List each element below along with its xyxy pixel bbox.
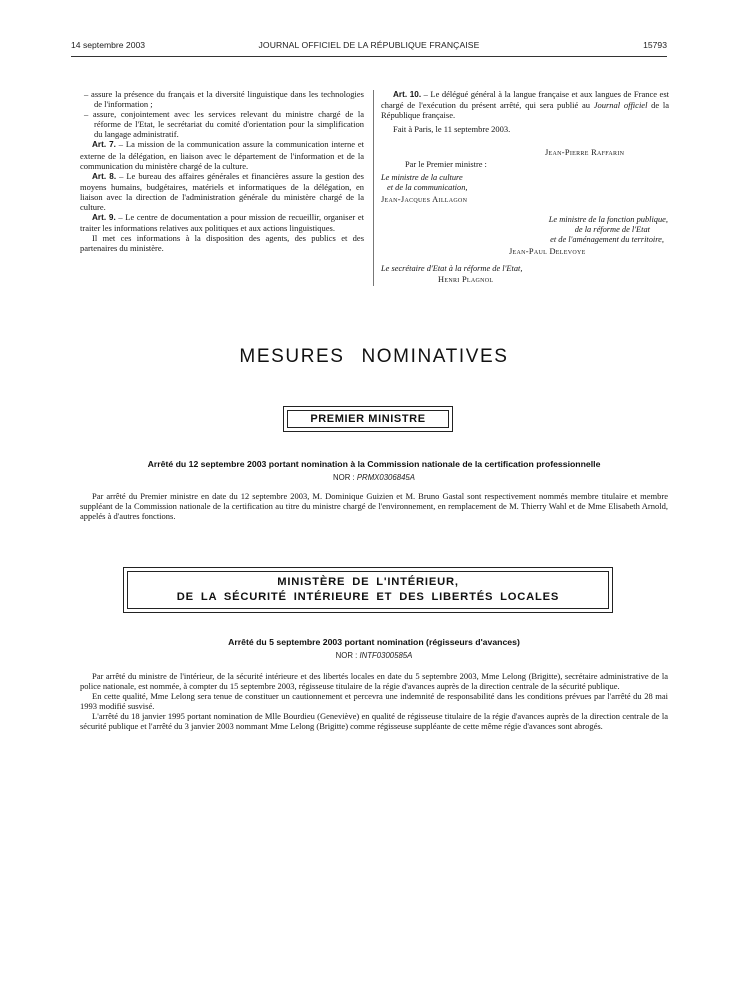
minister-fonction-title xyxy=(549,215,668,246)
arrete-title-pm: Arrêté du 12 septembre 2003 portant nomination à la Commission nationale de la certification professionnelle xyxy=(147,459,601,469)
article-8-text: – Le bureau des affaires générales et financières assure la gestion des moyens humains, budgétaires, matériels et informatiques de la délégation, en liaison avec la direction de l'administration générale du ministère chargé de la culture. xyxy=(80,170,364,213)
nor-code: PRMX0306845A xyxy=(356,473,415,482)
bullet-item: – assure la présence du français et la diversité linguistique dans les technologies de l'information ; xyxy=(84,89,364,110)
header-journal-title: JOURNAL OFFICIEL DE LA RÉPUBLIQUE FRANÇAISE xyxy=(258,40,480,50)
article-9-paragraph-2: Il met ces informations à la disposition des agents, des publics et des partenaires du ministère. xyxy=(80,233,364,254)
minister-culture-title xyxy=(381,173,467,193)
ministere-line-2: DE LA SÉCURITÉ INTÉRIEURE ET DES LIBERTÉS LOCALES xyxy=(176,591,560,603)
article-10 xyxy=(381,89,669,120)
header-page-number: 15793 xyxy=(643,40,667,50)
header-rule xyxy=(71,56,667,57)
article-7 xyxy=(80,139,364,170)
nor-interieur xyxy=(0,651,748,660)
nor-code: INTF0300585A xyxy=(359,651,413,660)
signature-culture xyxy=(381,195,467,205)
secretaire-etat-title: Le secrétaire d'Etat à la réforme de l'Etat, xyxy=(381,264,523,273)
ministere-interieur-label xyxy=(127,571,609,609)
page-header xyxy=(71,40,667,54)
right-column xyxy=(381,89,669,134)
arrete-title-interieur: Arrêté du 5 septembre 2003 portant nomination (régisseurs d'avances) xyxy=(228,637,520,647)
article-8 xyxy=(80,171,364,212)
article-10-text: – Le délégué général à la langue française et aux langues de France est chargé de l'exécution du présent arrêté, qui sera publié au xyxy=(381,89,669,111)
section-title: MESURES NOMINATIVES xyxy=(239,346,509,367)
signature-fonction-name: Jean-Paul Delevoye xyxy=(509,247,586,256)
signature-pm xyxy=(545,148,624,158)
signature-secretaire xyxy=(438,275,493,285)
article-7-text: – La mission de la communication assure la communication interne et externe de la délégation, en liaison avec le département de l'information et de la communication du ministère chargé de la culture. xyxy=(80,139,364,171)
article-9-label: Art. 9. xyxy=(92,213,116,223)
minister-fonction-line: Le ministre de la fonction publique, xyxy=(548,215,668,224)
paragraph-text: Par arrêté du Premier ministre en date du 12 septembre 2003, M. Dominique Guizien et M. Bruno Gastal sont respectivement nommés membre titulaire et membre suppléant de la Commission nationale de la certification au titre du ministre chargé de l'environnement, en remplacement de M. Thierry Wahl et de Mme Elisabeth Arnold, appelés à d'autres fonctions. xyxy=(80,491,668,522)
header-date: 14 septembre 2003 xyxy=(71,40,146,50)
paragraph-text: En cette qualité, Mme Lelong sera tenue de constituer un cautionnement et percevra une indemnité de responsabilité dans les conditions prévues par l'arrêté du 28 mai 1993 modifié susvisé. xyxy=(80,691,668,712)
premier-ministre-label: PREMIER MINISTRE xyxy=(287,410,449,428)
article-8-label: Art. 8. xyxy=(92,171,117,181)
paragraph-text: Par arrêté du ministre de l'intérieur, de la sécurité intérieure et des libertés locales en date du 5 septembre 2003, Mme Lelong (Brigitte), secrétaire administrative de la police nationale, est nommée, à compter du 15 septembre 2003, régisseuse titulaire de la régie d'avances auprès de la direction centrale de la sécurité publique. xyxy=(80,671,668,692)
minister-fonction-line: de la réforme de l'Etat xyxy=(574,225,650,235)
signature-pm-name: Jean-Pierre Raffarin xyxy=(545,148,625,157)
minister-culture-line: Le ministre de la culture xyxy=(381,173,463,182)
nor-label: NOR : xyxy=(333,473,357,482)
minister-fonction-line: et de l'aménagement du territoire, xyxy=(550,235,664,245)
signature-culture-name: Jean-Jacques Aillagon xyxy=(381,195,468,204)
article-9-text: – Le centre de documentation a pour mission de recueillir, organiser et traiter les informations relatives aux politiques et aux actions linguistiques. xyxy=(80,212,364,234)
article-7-label: Art. 7. xyxy=(92,140,116,150)
nor-pm xyxy=(0,473,748,482)
signature-secretaire-name: Henri Plagnol xyxy=(438,275,494,284)
article-9 xyxy=(80,212,364,233)
paragraph-pm xyxy=(80,491,668,521)
ministere-interieur-box xyxy=(123,567,613,613)
ministere-line-1: MINISTÈRE DE L'INTÉRIEUR, xyxy=(277,576,459,588)
column-divider xyxy=(373,90,374,286)
fait-a-paris: Fait à Paris, le 11 septembre 2003. xyxy=(393,124,511,135)
paragraphs-interieur xyxy=(80,671,668,732)
bullet-item: – assure, conjointement avec les services relevant du ministre chargé de la réforme de l'Etat, le secrétariat du comité d'orientation pour la simplification du langage administratif. xyxy=(84,109,364,140)
premier-ministre-box xyxy=(283,406,453,432)
left-column xyxy=(80,89,364,254)
article-10-label: Art. 10. xyxy=(393,90,422,99)
par-le-premier-ministre: Par le Premier ministre : xyxy=(405,160,487,169)
signature-fonction xyxy=(509,247,586,257)
nor-label: NOR : xyxy=(335,651,360,660)
article-10-text-end: de la République française. xyxy=(381,100,669,121)
minister-culture-line: et de la communication, xyxy=(387,183,468,193)
paragraph-text: L'arrêté du 18 janvier 1995 portant nomination de Mlle Bourdieu (Geneviève) en qualité de régisseuse titulaire de la régie d'avances auprès de la direction centrale de la sécurité publique et l'arrêté du 3 janvier 2003 nommant Mme Lelong (Brigitte) comme régisseuse suppléante de cette même régie d'avances sont abrogés. xyxy=(80,711,668,732)
journal-officiel-ref: Journal officiel xyxy=(593,100,648,111)
